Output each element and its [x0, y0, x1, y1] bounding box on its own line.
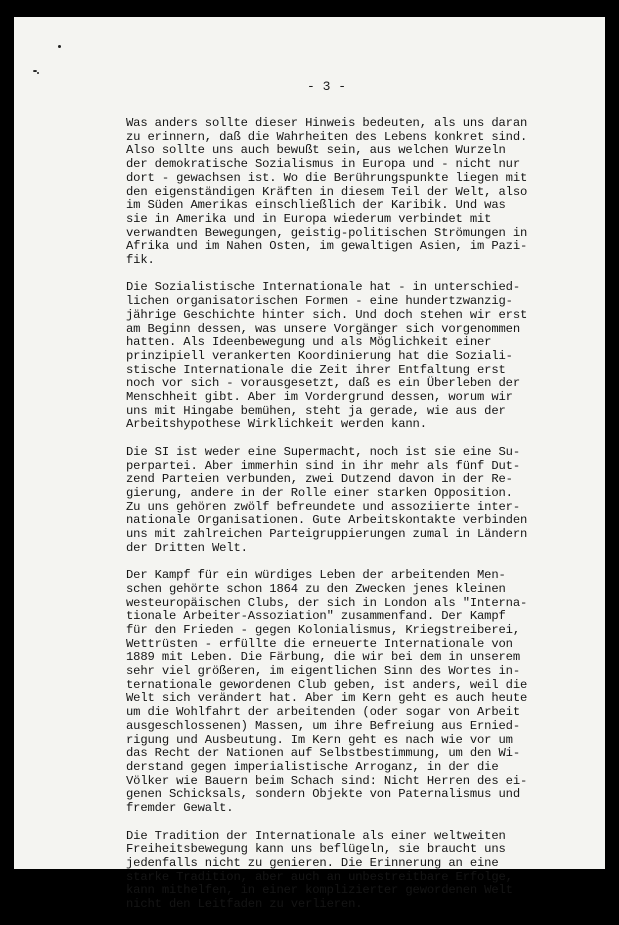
text-line: Wettrüsten - erfüllte die erneuerte Internationale von [126, 636, 513, 651]
text-line: genen Schicksals, sondern Objekte von Paternalismus und [126, 787, 521, 802]
text-line: kann mithelfen, in einer komplizierter gewordenen Welt [126, 883, 513, 898]
text-line: das Recht der Nationen auf Selbstbestimmung, um den Wi- [126, 746, 521, 761]
text-line: nicht den Leitfaden zu verlieren. [126, 897, 363, 912]
text-line: Menschheit gibt. Aber im Vordergrund dessen, worum wir [126, 390, 513, 405]
text-line: jedenfalls nicht zu genieren. Die Erinnerung an eine [126, 855, 499, 870]
text-line: für den Frieden - gegen Kolonialismus, Kriegstreiberei, [126, 622, 521, 637]
paragraph [126, 830, 546, 912]
text-line: am Beginn dessen, was unsere Vorgänger sich vorgenommen [126, 321, 521, 336]
text-line: Der Kampf für ein würdiges Leben der arbeitenden Men- [126, 568, 506, 583]
text-line: im Süden Amerikas einschließlich der Karibik. Und was [126, 198, 506, 213]
text-line: Zu uns gehören zwölf befreundete und assoziierte inter- [126, 499, 521, 514]
text-line: zu erinnern, daß die Wahrheiten des Lebens konkret sind. [126, 129, 528, 144]
paragraph [126, 117, 546, 268]
text-line: Arbeitshypothese Wirklichkeit werden kann. [126, 417, 427, 432]
paragraph [126, 281, 546, 432]
text-line: der demokratische Sozialismus in Europa und - nicht nur [126, 157, 521, 172]
text-line: Die Tradition der Internationale als einer weltweiten [126, 828, 506, 843]
text-line: gierung, andere in der Rolle einer starken Opposition. [126, 485, 513, 500]
text-line: westeuropäischen Clubs, der sich in London als "Interna- [126, 595, 528, 610]
text-line: Also sollte uns auch bewußt sein, aus welchen Wurzeln [126, 143, 506, 158]
text-line: Freiheitsbewegung kann uns beflügeln, sie braucht uns [126, 842, 506, 857]
text-line: noch vor sich - vorausgesetzt, daß es ein Überleben der [126, 376, 521, 391]
document-page [14, 17, 605, 912]
text-line: ternationale gewordenen Club geben, ist anders, weil die [126, 677, 528, 692]
text-line: ausgeschlossenen) Massen, um ihre Befreiung aus Ernied- [126, 718, 521, 733]
scan-speck [37, 72, 39, 74]
paragraph [126, 569, 546, 816]
text-line: perpartei. Aber immerhin sind in ihr mehr als fünf Dut- [126, 458, 521, 473]
text-line: uns mit zahlreichen Parteigruppierungen zumal in Ländern [126, 527, 528, 542]
text-line: starke Tradition, aber auch an unbestreitbare Erfolge, [126, 869, 513, 884]
text-line: tionale Arbeiter-Assoziation" zusammenfand. Der Kampf [126, 609, 506, 624]
text-line: sie in Amerika und in Europa wiederum verbindet mit [126, 211, 492, 226]
text-line: nationale Organisationen. Gute Arbeitskontakte verbinden [126, 513, 528, 528]
paragraph [126, 446, 546, 556]
text-line: dort - gewachsen ist. Wo die Berührungspunkte liegen mit [126, 170, 528, 185]
text-line: Die SI ist weder eine Supermacht, noch ist sie eine Su- [126, 444, 521, 459]
text-line: Welt sich verändert hat. Aber im Kern geht es auch heute [126, 691, 528, 706]
text-line: stische Internationale die Zeit ihrer Entfaltung erst [126, 362, 506, 377]
text-line: 1889 mit Leben. Die Färbung, die wir bei dem in unserem [126, 650, 521, 665]
text-line: Die Sozialistische Internationale hat - in unterschied- [126, 280, 521, 295]
text-line: uns mit Hingabe bemühen, steht ja gerade, wie aus der [126, 403, 506, 418]
text-line: fik. [126, 253, 155, 268]
text-line: lichen organisatorischen Formen - eine hundertzwanzig- [126, 294, 513, 309]
scan-speck [58, 45, 61, 48]
text-line: Was anders sollte dieser Hinweis bedeuten, als uns daran [126, 116, 528, 130]
text-line: Völker wie Bauern beim Schach sind: Nicht Herren des ei- [126, 773, 528, 788]
text-line: derstand gegen imperialistische Arroganz, in der die [126, 760, 499, 774]
text-line: prinzipiell verankerten Koordinierung hat die Soziali- [126, 348, 513, 363]
text-line: verwandten Bewegungen, geistig-politischen Strömungen in [126, 225, 528, 240]
text-line: jährige Geschichte hinter sich. Und doch stehen wir erst [126, 307, 528, 322]
text-line: rigung und Ausbeutung. Im Kern geht es nach wie vor um [126, 732, 513, 747]
text-line: den eigenständigen Kräften in diesem Teil der Welt, also [126, 184, 528, 199]
body-text [126, 117, 546, 925]
text-line: schen gehörte schon 1864 zu den Zwecken jenes kleinen [126, 581, 506, 596]
text-line: zend Parteien verbunden, zwei Dutzend davon in der Re- [126, 472, 513, 487]
text-line: um die Wohlfahrt der arbeitenden (oder sogar von Arbeit [126, 705, 521, 720]
text-line: Afrika und im Nahen Osten, im gewaltigen Asien, im Pazi- [126, 239, 528, 254]
text-line: hatten. Als Ideenbewegung und als Möglichkeit einer [126, 335, 492, 350]
text-line: fremder Gewalt. [126, 801, 234, 816]
text-line: der Dritten Welt. [126, 540, 248, 555]
page-number: - 3 - [307, 79, 347, 94]
text-line: sehr viel größeren, im eigentlichen Sinn des Wortes in- [126, 664, 521, 679]
